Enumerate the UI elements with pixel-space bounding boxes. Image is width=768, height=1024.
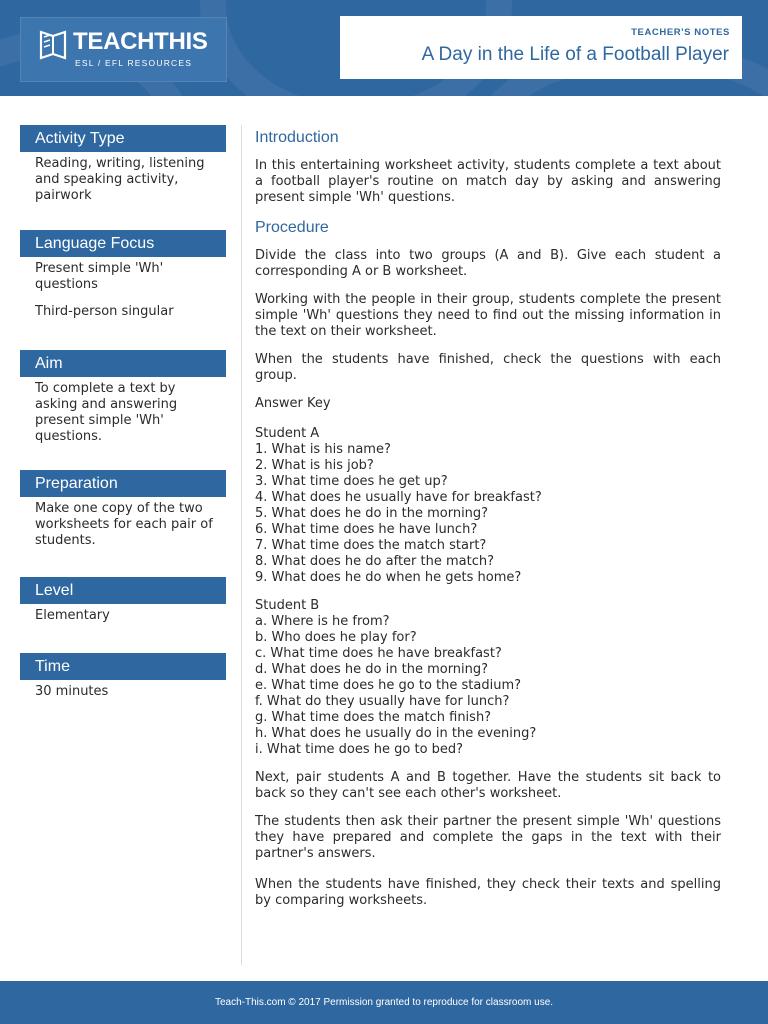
list-item: 3. What time does he get up? bbox=[255, 474, 448, 489]
list-item: g. What time does the match finish? bbox=[255, 710, 492, 725]
student-b-label: Student B bbox=[255, 598, 320, 613]
list-item: 8. What does he do after the match? bbox=[255, 554, 495, 569]
time-text: 30 minutes bbox=[35, 684, 109, 699]
list-item: 2. What is his job? bbox=[255, 458, 374, 473]
time-heading: Time bbox=[20, 653, 226, 680]
procedure-heading: Procedure bbox=[255, 219, 329, 236]
list-item: 9. What does he do when he gets home? bbox=[255, 570, 522, 585]
sidebar bbox=[20, 125, 226, 711]
list-item: 1. What is his name? bbox=[255, 442, 391, 457]
introduction-heading: Introduction bbox=[255, 129, 339, 146]
main-content bbox=[255, 128, 721, 921]
brand-tagline: ESL / EFL RESOURCES bbox=[75, 58, 193, 68]
list-item: 7. What time does the match start? bbox=[255, 538, 487, 553]
list-item: 5. What does he do in the morning? bbox=[255, 506, 489, 521]
list-item: i. What time does he go to bed? bbox=[255, 742, 464, 757]
procedure-paragraph-3: When the students have finished, check the questions with each group. bbox=[255, 352, 721, 383]
student-a-answers bbox=[255, 426, 721, 586]
list-item: 6. What time does he have lunch? bbox=[255, 522, 478, 537]
logo[interactable] bbox=[20, 17, 227, 82]
level-text: Elementary bbox=[35, 608, 110, 623]
aim-heading: Aim bbox=[20, 350, 226, 377]
list-item: a. Where is he from? bbox=[255, 614, 390, 629]
section-time bbox=[20, 653, 226, 700]
list-item: b. Who does he play for? bbox=[255, 630, 417, 645]
preparation-text: Make one copy of the two worksheets for each pair of students. bbox=[35, 501, 213, 548]
document-title: A Day in the Life of a Football Player bbox=[421, 44, 729, 65]
section-aim bbox=[20, 350, 226, 470]
language-focus-line2: Third-person singular bbox=[35, 304, 174, 319]
aim-text: To complete a text by asking and answering present simple 'Wh' questions. bbox=[35, 381, 178, 444]
language-focus-heading: Language Focus bbox=[20, 230, 226, 257]
section-level bbox=[20, 577, 226, 653]
procedure-paragraph-4: Next, pair students A and B together. Have the students sit back to back so they can't see each other's worksheet. bbox=[255, 770, 721, 801]
answer-key-label: Answer Key bbox=[255, 396, 331, 411]
list-item: h. What does he usually do in the evening? bbox=[255, 726, 537, 741]
list-item: 4. What does he usually have for breakfast? bbox=[255, 490, 542, 505]
procedure-paragraph-5: The students then ask their partner the present simple 'Wh' questions they have prepared and complete the gaps in the text with their partner's answers. bbox=[255, 814, 721, 861]
notes-label: TEACHER'S NOTES bbox=[631, 27, 730, 38]
section-preparation bbox=[20, 470, 226, 577]
copyright-text: Teach-This.com © 2017 Permission granted to reproduce for classroom use. bbox=[214, 997, 554, 1008]
activity-type-text: Reading, writing, listening and speaking activity, pairwork bbox=[35, 156, 205, 203]
introduction-text: In this entertaining worksheet activity, students complete a text about a football player's routine on match day by asking and answering present simple 'Wh' questions. bbox=[255, 158, 721, 205]
list-item: c. What time does he have breakfast? bbox=[255, 646, 502, 661]
list-item: f. What do they usually have for lunch? bbox=[255, 694, 510, 709]
page-header bbox=[0, 0, 768, 96]
student-a-label: Student A bbox=[255, 426, 320, 441]
page-footer bbox=[0, 981, 768, 1024]
procedure-paragraph-2: Working with the people in their group, students complete the present simple 'Wh' questions they need to find out the missing information in the text on their worksheet. bbox=[255, 292, 721, 339]
procedure-paragraph-6: When the students have finished, they check their texts and spelling by comparing worksheets. bbox=[255, 877, 721, 908]
section-language-focus bbox=[20, 230, 226, 350]
book-icon bbox=[37, 28, 69, 62]
language-focus-line1: Present simple 'Wh' questions bbox=[35, 261, 164, 292]
preparation-heading: Preparation bbox=[20, 470, 226, 497]
section-activity-type bbox=[20, 125, 226, 230]
activity-type-heading: Activity Type bbox=[20, 125, 226, 152]
column-divider bbox=[241, 125, 242, 965]
list-item: e. What time does he go to the stadium? bbox=[255, 678, 522, 693]
title-panel bbox=[340, 16, 742, 79]
level-heading: Level bbox=[20, 577, 226, 604]
student-b-answers bbox=[255, 598, 721, 758]
procedure-paragraph-1: Divide the class into two groups (A and B). Give each student a corresponding A or B worksheet. bbox=[255, 248, 721, 279]
brand-name: TEACHTHIS bbox=[73, 28, 208, 55]
list-item: d. What does he do in the morning? bbox=[255, 662, 489, 677]
